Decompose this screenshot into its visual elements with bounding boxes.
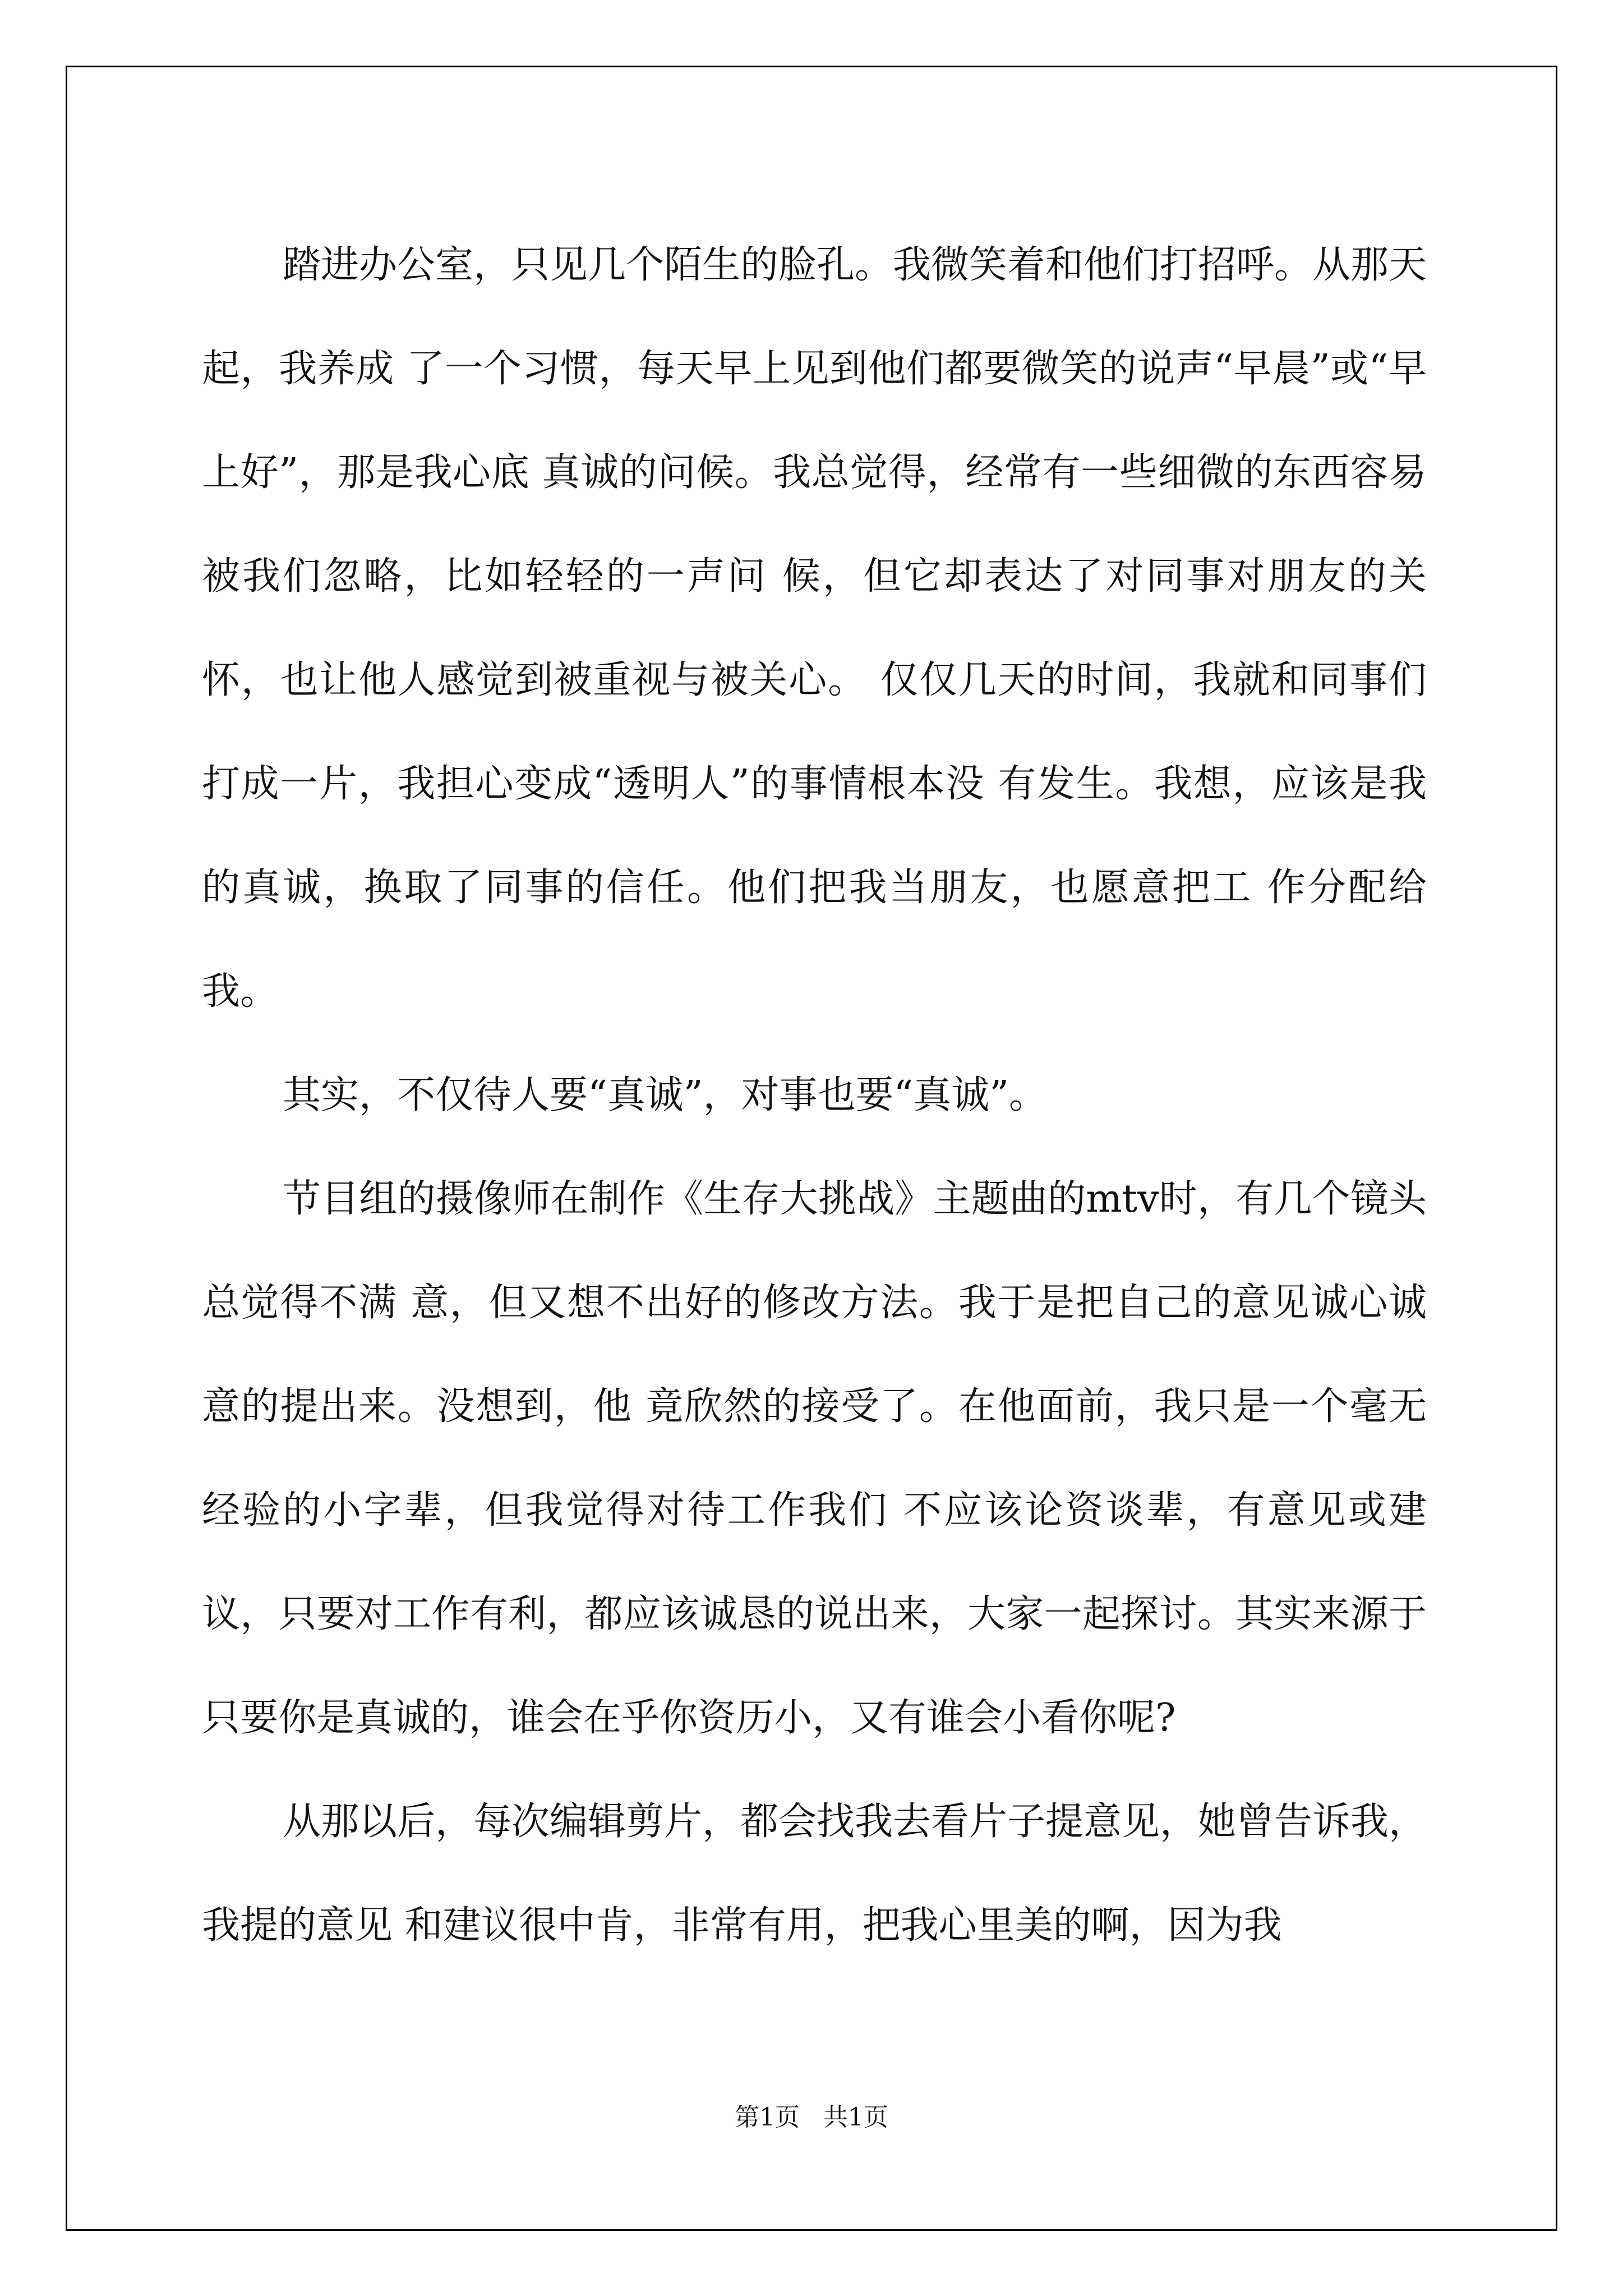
paragraph-3: 节目组的摄像师在制作《生存大挑战》主题曲的mtv时，有几个镜头总觉得不满 意，但又想不出好的修改方法。我于是把自己的意见诚心诚意的提出来。没想到，他 竟欣然的接受了。在他面前，我只是一个毫无经验的小字辈，但我觉得对待工作我们 不应该论资谈辈，有意见或建议，只要对工作有利，都应该诚恳的说出来，大家一起探讨。其实来源于只要你是真诚的，谁会在乎你资历小，又有谁会小看你呢? [202,1177,1427,1740]
paragraph-4: 从那以后，每次编辑剪片，都会找我去看片子提意见，她曾告诉我，我提的意见 和建议很中肯，非常有用，把我心里美的啊，因为我 [202,1800,1427,1948]
page-footer: 第1页 共1页 [735,2103,888,2132]
paragraph-2: 其实，不仅待人要“真诚”，对事也要“真诚”。 [283,1073,1048,1117]
document-body [202,213,1427,1977]
paragraph-1: 踏进办公室，只见几个陌生的脸孔。我微笑着和他们打招呼。从那天起，我养成 了一个习惯，每天早上见到他们都要微笑的说声“早晨”或“早上好”，那是我心底 真诚的问候。我总觉得，经常有一些细微的东西容易被我们忽略，比如轻轻的一声问 候，但它却表达了对同事对朋友的关怀，也让他人感觉到被重视与被关心。 仅仅几天的时间，我就和同事们打成一片，我担心变成“透明人”的事情根本没 有发生。我想，应该是我的真诚，换取了同事的信任。他们把我当朋友，也愿意把工 作分配给我。 [202,243,1427,1014]
